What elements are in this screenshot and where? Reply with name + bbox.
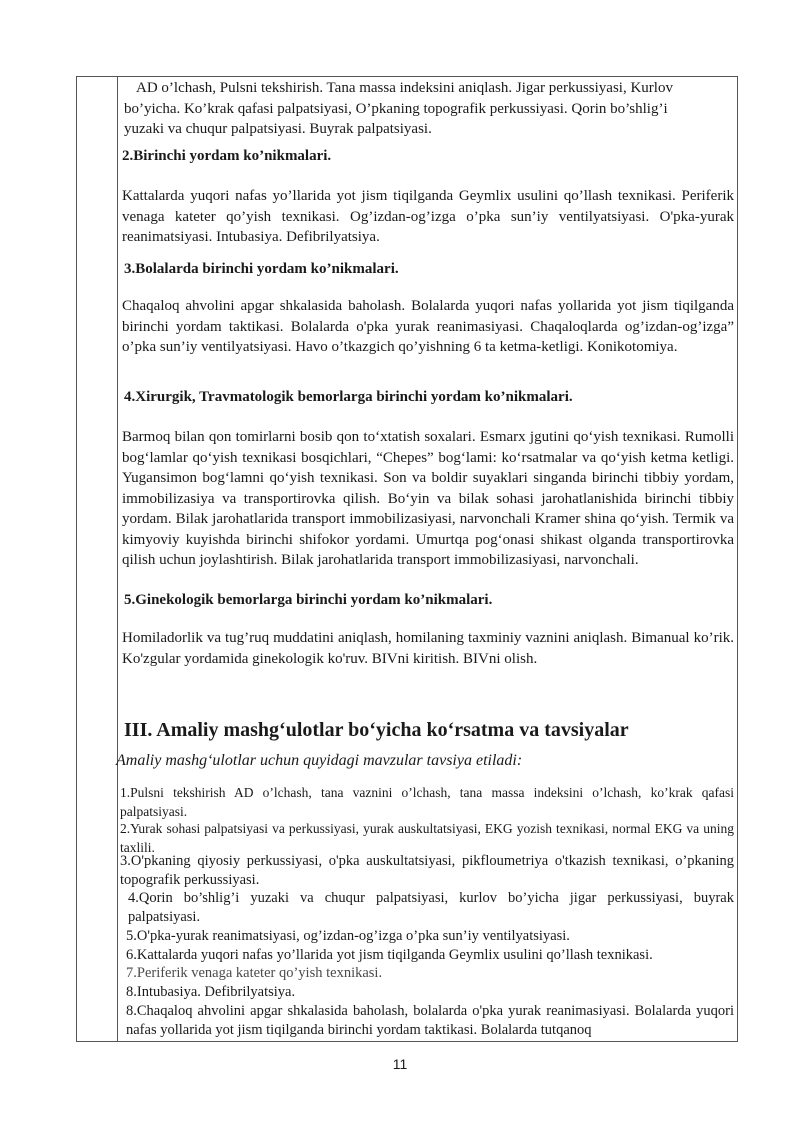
section5-heading: 5.Ginekologik bemorlarga birinchi yordam ko’nikmalari. bbox=[124, 592, 493, 608]
top-line-1: AD o’lchash, Pulsni tekshirish. Tana massa indeksini aniqlash. Jigar perkussiyasi, Kurlov bbox=[136, 80, 673, 96]
column-separator bbox=[117, 77, 118, 1041]
section5-text: Homiladorlik va tug’ruq muddatini aniqlash, homilaning taxminiy vaznini aniqlash. Bimanual ko’rik. Ko'zgular yordamida ginekologik ko'ruv. BIVni kiritish. BIVni olish. bbox=[122, 630, 734, 667]
section3-text: Chaqaloq ahvolini apgar shkalasida baholash. Bolalarda yuqori nafas yollarida yot jism tiqilganda birinchi yordam taktikasi. Bolalarda o'pka yurak reanimasiyasi. Chaqaloqlarda og’izdan-og’izga” o’pka sun’iy ventilyatsiyasi. Havo o’tkazgich qo’yishning 6 ta ketma-ketligi. Konikotomiya. bbox=[122, 298, 734, 355]
part3-title: III. Amaliy mashg‘ulotlar bo‘yicha ko‘rsatma va tavsiyalar bbox=[124, 719, 629, 741]
list-item: 7.Periferik venaga kateter qo’yish texnikasi. bbox=[126, 965, 383, 981]
page-number: 11 bbox=[392, 1056, 408, 1072]
list-item: 8.Chaqaloq ahvolini apgar shkalasida baholash, bolalarda o'pka yurak reanimasiyasi. Bolalarda yuqori nafas yollarida yot jism tiqilganda birinchi yordam taktikasi. Bolalarda tutqanoq bbox=[126, 1003, 734, 1038]
list-item: 3.O'pkaning qiyosiy perkussiyasi, o'pka auskultatsiyasi, pikfloumetriya o'tkazish texnikasi, o’pkaning topografik perkussiyasi. bbox=[120, 853, 734, 888]
list-item: 1.Pulsni tekshirish AD o’lchash, tana vaznini o’lchash, tana massa indeksini o’lchash, ko’krak qafasi palpatsiyasi. bbox=[120, 785, 734, 819]
list-item: 6.Kattalarda yuqori nafas yo’llarida yot jism tiqilganda Geymlix usulini qo’llash texnikasi. bbox=[126, 947, 653, 963]
section4-heading: 4.Xirurgik, Travmatologik bemorlarga birinchi yordam ko’nikmalari. bbox=[124, 389, 573, 405]
part3-subtitle: Amaliy mashg‘ulotlar uchun quyidagi mavzular tavsiya etiladi: bbox=[116, 752, 523, 769]
list-item: 5.O'pka-yurak reanimatsiyasi, og’izdan-og’izga o’pka sun’iy ventilyatsiyasi. bbox=[126, 928, 570, 944]
list-item: 2.Yurak sohasi palpatsiyasi va perkussiyasi, yurak auskultatsiyasi, EKG yozish texnikasi, normal EKG va uning taxlili. bbox=[120, 821, 734, 855]
section2-text: Kattalarda yuqori nafas yo’llarida yot jism tiqilganda Geymlix usulini qo’llash texnikasi. Periferik venaga kateter qo’yish texnikasi. Og’izdan-og’izga o’pka sun’iy ventilyatsiyasi. O'pka-yurak reanimatsiyasi. Intubasiya. Defibrilyatsiya. bbox=[122, 188, 734, 245]
top-block bbox=[122, 78, 726, 140]
section3-heading: 3.Bolalarda birinchi yordam ko’nikmalari. bbox=[124, 261, 399, 277]
section2-heading: 2.Birinchi yordam ko’nikmalari. bbox=[122, 148, 332, 164]
list-item: 8.Intubasiya. Defibrilyatsiya. bbox=[126, 984, 296, 1000]
list-item: 4.Qorin bo’shlig’i yuzaki va chuqur palpatsiyasi, kurlov bo’yicha jigar perkussiyasi, buyrak palpatsiyasi. bbox=[128, 890, 734, 925]
section4-text: Barmoq bilan qon tomirlarni bosib qon to‘xtatish soxalari. Esmarx jgutini qo‘yish texnikasi. Rumolli bog‘lamlar qo‘yish texnikasi bosqichlari, “Chepes” bog‘lami: ko‘rsatmalar va qo‘yish ketma ketligi. Yugansimon bog‘lamni qo‘yish texnikasi. Son va boldir suyaklari singanda birinchi tibbiy yordam, immobilizasiya va transportirovka qilish. Bo‘yin va bilak sohasi jarohatlanishida birinchi tibbiy yordam. Bilak jarohatlarida transport immobilizasiyasi, narvonchali Kramer shina qo‘yish. Termik va kimyoviy kuyishda birinchi shifokor yordami. Umurtqa pog‘onasi shikast olganda transportirovka qilish uchun joylashtirish. Bilak jarohatlarida transport immobilizasiyasi, narvonchali. bbox=[122, 429, 734, 568]
top-line-2: bo’yicha. Ko’krak qafasi palpatsiyasi, O’pkaning topografik perkussiyasi. Qorin bo’shlig’i bbox=[124, 100, 668, 117]
top-line-3: yuzaki va chuqur palpatsiyasi. Buyrak palpatsiyasi. bbox=[124, 121, 432, 137]
